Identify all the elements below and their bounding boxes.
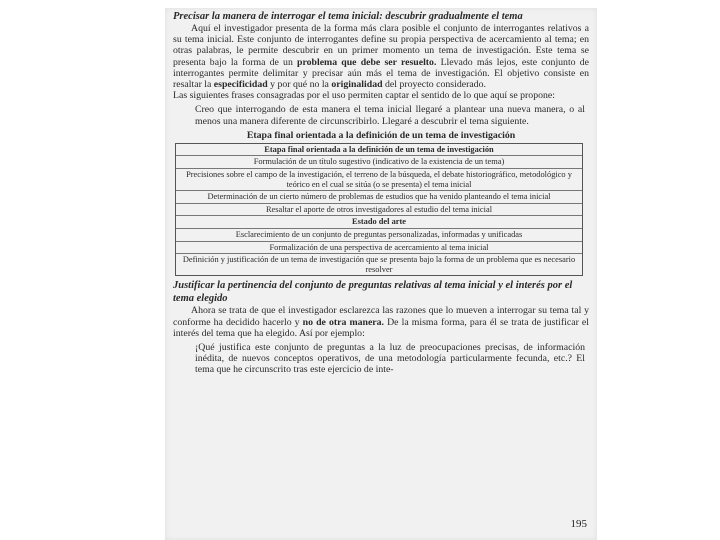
table-row: Resaltar el aporte de otros investigadores al estudio del tema inicial (176, 204, 582, 217)
scanned-book-page (165, 8, 597, 540)
bold-no-de-otra-manera: no de otra manera. (302, 316, 385, 328)
table-row: Formulación de un título sugestivo (indicativo de la existencia de un tema) (176, 156, 582, 169)
table-row: Definición y justificación de un tema de investigación que se presenta bajo la forma de un problema que es necesario resolver (182, 255, 576, 274)
page-content (173, 10, 589, 376)
paragraph-intro-text-d: y por qué no la (267, 79, 332, 91)
table-row: Determinación de un cierto número de problemas de estudios que ha venido planteando el tema inicial (176, 191, 582, 204)
stages-table (175, 143, 583, 277)
table-row: Esclarecimiento de un conjunto de preguntas personalizadas, informadas y unificadas (176, 229, 582, 242)
section-heading-justificar: Justificar la pertinencia del conjunto de preguntas relativas al tema inicial y el interés por el tema elegido (173, 280, 573, 305)
paragraph-ahora (173, 305, 589, 339)
paragraph-intro (173, 23, 589, 90)
bold-originalidad: originalidad (331, 79, 383, 91)
paragraph-ahora-text-a: Ahora se trata de que el investigador esclarezca las razones que lo mueven a interrogar su tema tal y conforme ha decidido hacerlo y (173, 305, 589, 328)
bold-especificidad: especificidad (213, 79, 268, 91)
table-caption: Etapa final orientada a la definición de un tema de investigación (246, 129, 516, 141)
table-row: Precisiones sobre el campo de la investigación, el terreno de la búsqueda, el debate historiográfico, metodológico y teórico en el cual se sitúa (o se presenta) el tema inicial (176, 169, 582, 191)
quote-que-justifica: ¡Qué justifica este conjunto de preguntas a la luz de preocupaciones precisas, de información inédita, de nuevos conceptos operativos, de una metodología particularmente fecunda, etc.? El tema que he circunscrito tras este ejercicio de inte- (195, 341, 585, 376)
bold-problema: problema que debe ser resuelto. (297, 56, 437, 68)
paragraph-intro-text-c: Llevado más lejos, este conjunto de interrogantes permite delimitar y precisar aún más el tema de investigación. El objetivo consiste en resaltar la (173, 56, 589, 91)
table-row: Formalización de una perspectiva de acercamiento al tema inicial (176, 242, 582, 255)
table-row: Estado del arte (176, 216, 582, 229)
paragraph-intro-text-a: Aquí el investigador presenta de la forma más clara posible el conjunto de interrogantes relativos a su tema inicial. Este conjunto de interrogantes define su propia perspectiva de acercamiento al tema; en otras palabras, le permite descubrir en un primer momento un tema de investigación. Este tema se presenta bajo la forma de un (173, 23, 589, 68)
page-number: 195 (570, 518, 587, 530)
table-row: Etapa final orientada a la definición de un tema de investigación (176, 144, 582, 157)
section-heading-precisar: Precisar la manera de interrogar el tema inicial: descubrir gradualmente el tema (173, 11, 523, 22)
paragraph-frases: Las siguientes frases consagradas por el uso permiten captar el sentido de lo que aquí se propone: (173, 90, 555, 102)
paragraph-intro-text-e: del proyecto considerado. (382, 79, 486, 91)
quote-creo: Creo que interrogando de esta manera el tema inicial llegaré a plantear una nueva manera, o al menos una manera diferente de circunscribirlo. Llegaré a descubrir el tema siguiente. (195, 104, 585, 127)
paragraph-ahora-text-c: De la misma forma, para él se trata de justificar el interés del tema que ha elegido. Así por ejemplo: (173, 316, 590, 339)
